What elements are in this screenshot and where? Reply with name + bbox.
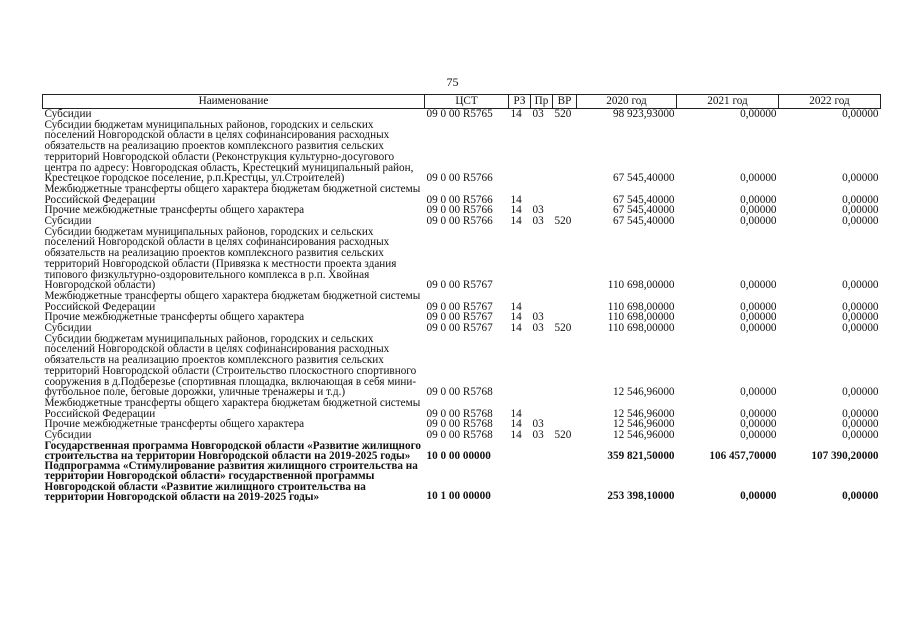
page-number: 75 — [446, 75, 459, 89]
table-row — [43, 441, 881, 461]
row-vr — [553, 441, 577, 461]
row-amount-2020: 67 545,40000 — [612, 215, 675, 228]
row-name: Межбюджетные трансферты общего характера бюджетам бюджетной системы Российской Федерации — [44, 289, 421, 313]
row-amount-2022: 0,00000 — [842, 407, 879, 420]
row-vr — [553, 334, 577, 398]
row-amount-2021: 106 457,70000 — [709, 449, 777, 462]
row-cst: 09 0 00 R5768 — [426, 386, 493, 399]
row-cst: 09 0 00 R5768 — [426, 429, 493, 442]
header-2021: 2021 год — [677, 95, 779, 109]
budget-table — [42, 94, 881, 502]
row-pr: 03 — [532, 204, 544, 217]
row-cst: 09 0 00 R5767 — [426, 300, 493, 313]
row-rz: 14 — [510, 204, 522, 217]
row-amount-2022: 0,00000 — [842, 108, 879, 120]
row-amount-2022: 0,00000 — [842, 418, 879, 431]
row-amount-2020: 110 698,00000 — [607, 311, 675, 324]
header-name: Наименование — [43, 95, 425, 109]
row-pr — [531, 120, 553, 184]
row-amount-2022: 0,00000 — [842, 429, 879, 442]
row-pr — [531, 334, 553, 398]
row-amount-2022: 0,00000 — [842, 311, 879, 324]
row-amount-2022: 0,00000 — [842, 204, 879, 217]
row-amount-2021: 0,00000 — [740, 204, 777, 217]
row-amount-2022: 0,00000 — [842, 215, 879, 228]
row-amount-2022: 0,00000 — [842, 322, 879, 335]
table-row — [43, 398, 881, 419]
row-rz — [509, 461, 531, 502]
row-pr — [531, 441, 553, 461]
row-rz: 14 — [510, 429, 522, 442]
row-amount-2021: 0,00000 — [740, 386, 777, 399]
row-pr: 03 — [532, 108, 544, 120]
row-pr: 03 — [532, 215, 544, 228]
row-rz: 14 — [510, 418, 522, 431]
row-pr — [531, 291, 553, 312]
row-rz: 14 — [510, 407, 522, 420]
row-pr — [531, 398, 553, 419]
row-pr: 03 — [532, 418, 544, 431]
row-pr: 03 — [532, 322, 544, 335]
row-amount-2020: 98 923,93000 — [612, 108, 675, 120]
row-amount-2022: 0,00000 — [842, 386, 879, 399]
row-amount-2020: 110 698,00000 — [607, 322, 675, 335]
header-rz: РЗ — [509, 95, 531, 109]
row-name: Государственная программа Новгородской области «Развитие жилищного строительства на территории Новгородской области на 2019-2025 годы» — [44, 439, 421, 462]
row-amount-2020: 110 698,00000 — [607, 300, 675, 313]
row-rz: 14 — [510, 193, 522, 206]
row-name: Прочие межбюджетные трансферты общего характера — [44, 418, 305, 431]
row-rz — [509, 441, 531, 461]
row-rz: 14 — [510, 300, 522, 313]
row-amount-2022: 0,00000 — [842, 172, 879, 185]
row-vr — [553, 291, 577, 312]
row-name: Субсидии — [44, 322, 92, 335]
row-name: Субсидии — [44, 108, 92, 120]
row-name: Подпрограмма «Стимулирование развития жилищного строительства на территории Новгородской области» государственной программы Новгородской области «Развитие жилищного строительства на территории Новгородской области на 2019-2025 годы» — [44, 460, 418, 503]
row-cst: 09 0 00 R5768 — [426, 418, 493, 431]
row-cst: 09 0 00 R5766 — [426, 193, 493, 206]
row-rz: 14 — [510, 322, 522, 335]
table-row — [43, 227, 881, 291]
row-vr: 520 — [554, 322, 572, 335]
row-vr — [553, 120, 577, 184]
table-row — [43, 291, 881, 312]
row-cst: 10 0 00 00000 — [426, 449, 491, 462]
row-amount-2022: 0,00000 — [842, 490, 879, 503]
row-amount-2020: 12 546,96000 — [612, 407, 675, 420]
row-pr — [531, 184, 553, 205]
row-cst: 09 0 00 R5767 — [426, 322, 493, 335]
row-vr — [553, 184, 577, 205]
row-amount-2022: 0,00000 — [842, 279, 879, 292]
row-amount-2021: 0,00000 — [740, 300, 777, 313]
table-row — [43, 461, 881, 502]
row-cst: 09 0 00 R5767 — [426, 311, 493, 324]
row-amount-2020: 110 698,00000 — [607, 279, 675, 292]
row-pr: 03 — [532, 311, 544, 324]
row-vr — [553, 461, 577, 502]
row-amount-2020: 67 545,40000 — [612, 193, 675, 206]
row-amount-2020: 67 545,40000 — [612, 204, 675, 217]
row-amount-2021: 0,00000 — [740, 418, 777, 431]
row-amount-2021: 0,00000 — [740, 490, 777, 503]
row-vr: 520 — [554, 215, 572, 228]
row-cst: 10 1 00 00000 — [426, 490, 491, 503]
row-amount-2021: 0,00000 — [740, 215, 777, 228]
row-name: Субсидии — [44, 215, 92, 228]
table-row — [43, 184, 881, 205]
row-rz — [509, 120, 531, 184]
table-row — [43, 120, 881, 184]
row-pr — [531, 461, 553, 502]
header-2022: 2022 год — [779, 95, 881, 109]
row-amount-2021: 0,00000 — [740, 279, 777, 292]
row-amount-2022: 0,00000 — [842, 193, 879, 206]
row-vr — [553, 227, 577, 291]
header-row — [43, 95, 881, 109]
row-amount-2020: 67 545,40000 — [612, 172, 675, 185]
row-cst: 09 0 00 R5768 — [426, 407, 493, 420]
header-cst: ЦСТ — [425, 95, 509, 109]
row-rz: 14 — [510, 311, 522, 324]
row-rz — [509, 334, 531, 398]
row-name: Прочие межбюджетные трансферты общего характера — [44, 204, 305, 217]
row-cst: 09 0 00 R5766 — [426, 172, 493, 185]
row-pr — [531, 227, 553, 291]
row-amount-2021: 0,00000 — [740, 407, 777, 420]
row-amount-2022: 107 390,20000 — [811, 449, 879, 462]
row-vr — [553, 398, 577, 419]
row-rz — [509, 227, 531, 291]
header-pr: Пр — [531, 95, 553, 109]
row-name: Субсидии бюджетам муниципальных районов, городских и сельских поселений Новгородской области в целях софинансирования расходных обязательств на реализацию проектов комплексного развития сельских территорий Новгородской области (Реконструкция культурно-досугового центра по адресу: Новгородская область, Крестецкий муниципальный район, Крестецкое городское поселение, р.п.Крестцы, ул.Строителей) — [44, 118, 414, 185]
row-amount-2020: 253 398,10000 — [607, 490, 675, 503]
header-2020: 2020 год — [577, 95, 677, 109]
row-amount-2022: 0,00000 — [842, 300, 879, 313]
row-cst: 09 0 00 R5766 — [426, 204, 493, 217]
row-amount-2020: 12 546,96000 — [612, 418, 675, 431]
header-vr: ВР — [553, 95, 577, 109]
row-name: Межбюджетные трансферты общего характера бюджетам бюджетной системы Российской Федерации — [44, 182, 421, 206]
row-amount-2021: 0,00000 — [740, 193, 777, 206]
row-vr: 520 — [554, 108, 572, 120]
row-amount-2021: 0,00000 — [740, 172, 777, 185]
row-amount-2021: 0,00000 — [740, 311, 777, 324]
row-amount-2021: 0,00000 — [740, 429, 777, 442]
row-name: Субсидии бюджетам муниципальных районов, городских и сельских поселений Новгородской области в целях софинансирования расходных обязательств на реализацию проектов комплексного развития сельских территорий Новгородской области (Строительство плоскостного спортивного сооружения в д.Подберезье (спортивная площадка, включающая в себя мини-футбольное поле, беговые дорожки, уличные тренажеры и т.д.) — [44, 332, 417, 399]
row-cst: 09 0 00 R5765 — [426, 108, 493, 120]
row-name: Прочие межбюджетные трансферты общего характера — [44, 311, 305, 324]
row-amount-2020: 12 546,96000 — [612, 386, 675, 399]
row-amount-2021: 0,00000 — [740, 108, 777, 120]
row-vr: 520 — [554, 429, 572, 442]
row-cst: 09 0 00 R5767 — [426, 279, 493, 292]
row-amount-2020: 12 546,96000 — [612, 429, 675, 442]
row-amount-2021: 0,00000 — [740, 322, 777, 335]
row-pr: 03 — [532, 429, 544, 442]
row-amount-2020: 359 821,50000 — [607, 449, 675, 462]
table-row — [43, 334, 881, 398]
row-name: Межбюджетные трансферты общего характера бюджетам бюджетной системы Российской Федерации — [44, 396, 421, 420]
row-name: Субсидии бюджетам муниципальных районов, городских и сельских поселений Новгородской области в целях софинансирования расходных обязательств на реализацию проектов комплексного развития сельских территорий Новгородской области (Привязка к местности проекта здания типового физкультурно-оздоровительного комплекса в р.п. Хвойная Новгородской области) — [44, 225, 397, 292]
row-name: Субсидии — [44, 429, 92, 442]
row-rz: 14 — [510, 215, 522, 228]
row-cst: 09 0 00 R5766 — [426, 215, 493, 228]
row-rz: 14 — [510, 108, 522, 120]
